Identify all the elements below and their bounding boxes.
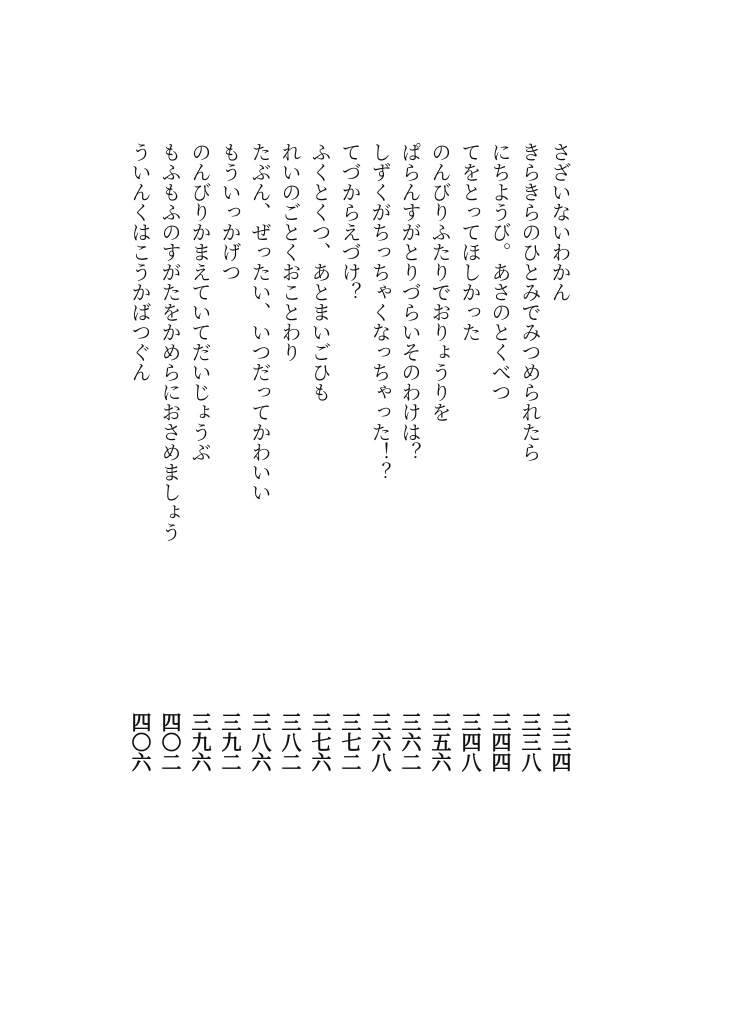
page-number: 三七二 — [338, 712, 362, 772]
toc-title: しずくがちっちゃくなっちゃった！？ — [368, 142, 392, 482]
page-number: 三六八 — [368, 712, 392, 772]
page-number: 三八二 — [278, 712, 302, 772]
page-number: 三九二 — [218, 712, 242, 772]
toc-title: てづからえづけ？ — [338, 142, 362, 302]
toc-title: のんびりふたりでおりょうりを — [428, 142, 452, 422]
page-number: 三九六 — [188, 712, 212, 772]
page-number: 四〇六 — [128, 712, 152, 772]
toc-title: れいのごとくおことわり — [278, 142, 302, 362]
page-number: 三四八 — [458, 712, 482, 772]
toc-title: さざいないわかん — [548, 142, 572, 302]
toc-title: きらきらのひとみでみつめられたら — [518, 142, 542, 462]
toc-title: のんびりかまえていてだいじょうぶ — [188, 142, 212, 462]
page-number: 三六二 — [398, 712, 422, 772]
toc-page-numbers — [130, 712, 570, 782]
page-number: 四〇二 — [158, 712, 182, 772]
toc-titles — [130, 142, 570, 562]
toc-title: たぶん、ぜったい、いつだってかわいい — [248, 142, 272, 502]
toc-title: にちようび。あさのとくべつ — [488, 142, 512, 402]
page-number: 三三四 — [548, 712, 572, 772]
page-number: 三四四 — [488, 712, 512, 772]
page-number: 三七六 — [308, 712, 332, 772]
toc-title: ういんくはこうかばつぐん — [128, 142, 152, 382]
page-number: 三五六 — [428, 712, 452, 772]
page-number: 三三八 — [518, 712, 542, 772]
toc-title: もふもふのすがたをかめらにおさめましょう — [158, 142, 182, 542]
toc-title: ぱらんすがとりづらいそのわけは？ — [398, 142, 422, 462]
toc-title: てをとってほしかった — [458, 142, 482, 342]
page-number: 三八六 — [248, 712, 272, 772]
toc-title: もういっかげつ — [218, 142, 242, 282]
toc-title: ふくとくつ、あとまいごひも — [308, 142, 332, 402]
